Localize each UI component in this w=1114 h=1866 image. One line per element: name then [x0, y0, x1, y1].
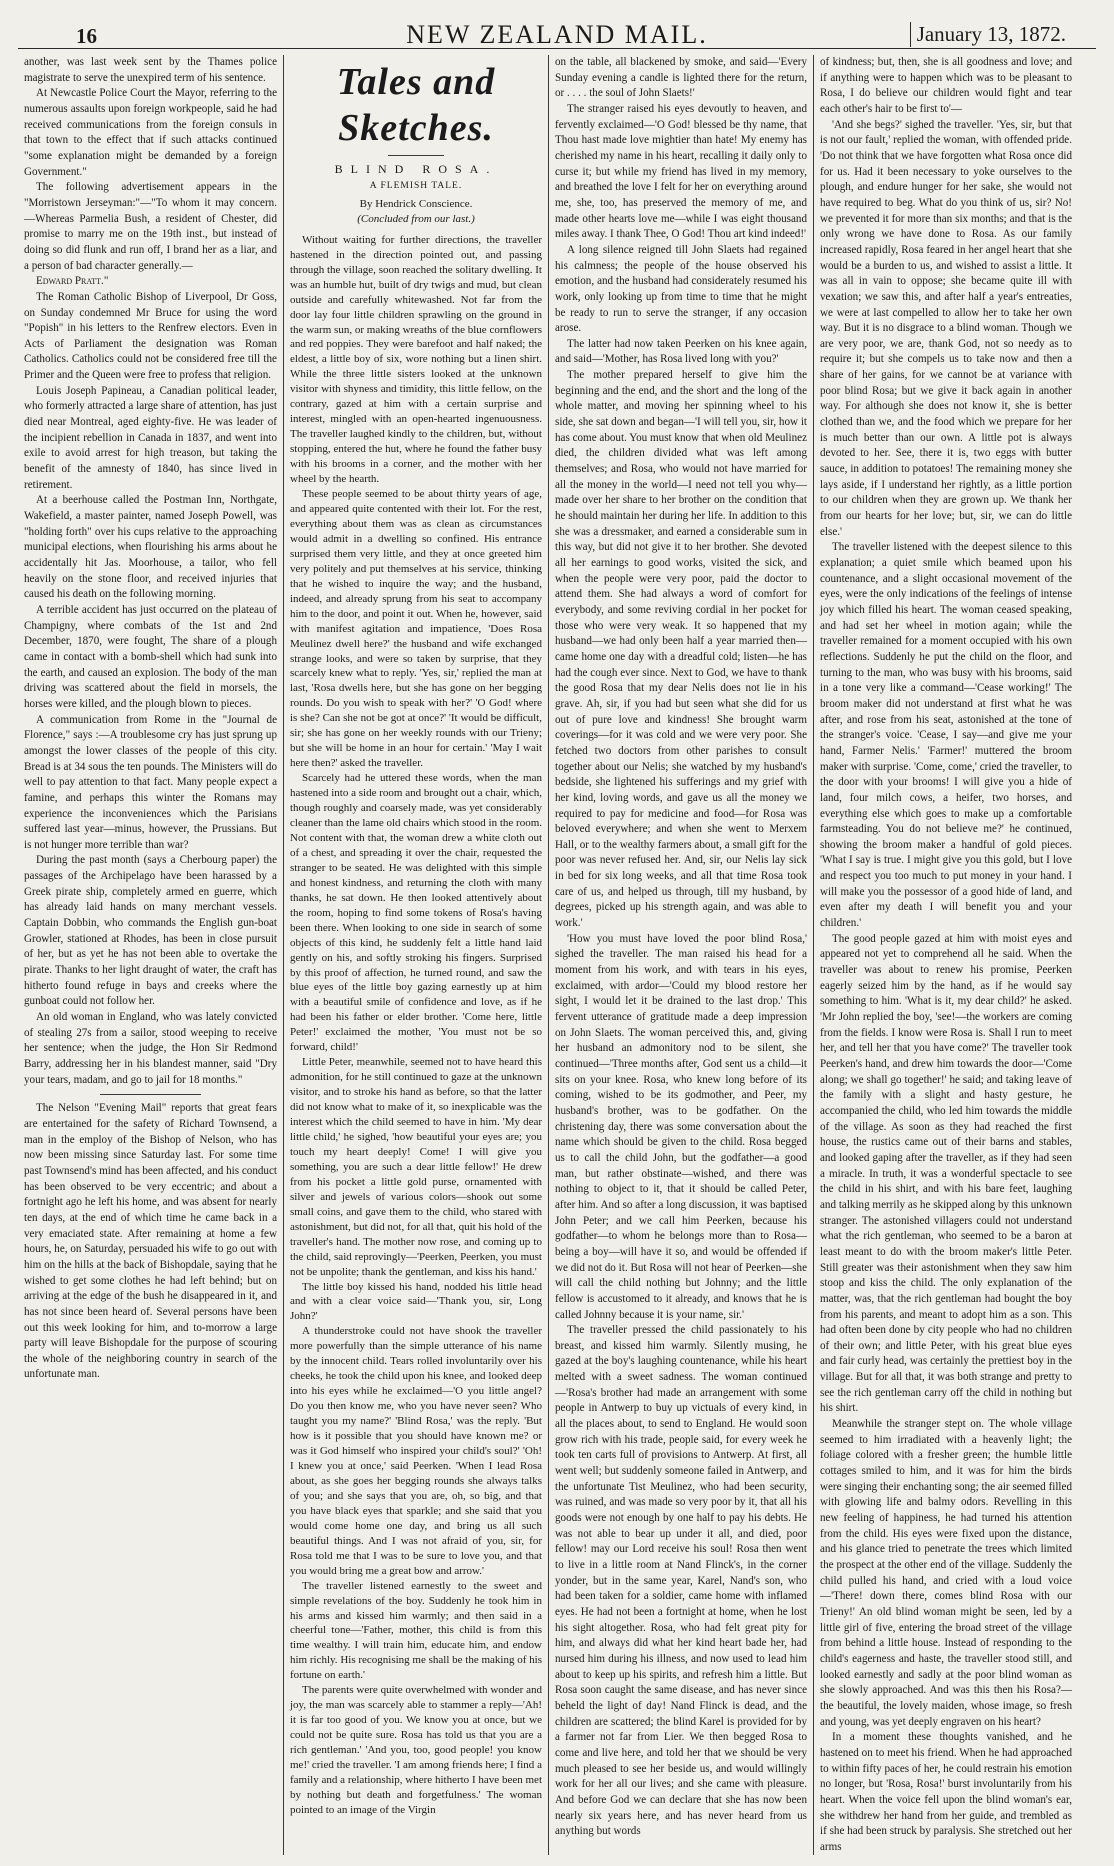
column-4	[813, 55, 1078, 1855]
paragraph: The traveller listened earnestly to the sweet and simple revelations of the boy. Suddenly he took him in his arms and kissed him warmly; and then said in a cheerful tone—'Father, mother, this child is from this time wealthy. I will train him, educate him, and endow him richly. His recognising me shall be the making of his fortune on earth.'	[290, 1579, 542, 1682]
page-number: 16	[76, 24, 97, 48]
paragraph: Little Peter, meanwhile, seemed not to have heard this admonition, for he still continued to gaze at the unknown visitor, and to stroke his hand as before, so that the latter did not know what to make of it, so inexplicable was the interest which the child seemed to have in him. 'My dear little child,' he sighed, 'how beautiful your eyes are; you touch my heart deeply! Come! I will give you something, you are such a dear little fellow!' He drew from his pocket a little gold purse, ornamented with silver and jewels of various colors—shook out some small coins, and gave them to the child, who stared with astonishment, but did not, for all that, quit his hold of the traveller's hand. The mother now rose, and coming up to the child, said reprovingly—'Peerken, Peerken, you must not be unpolite; thank the gentleman, and kiss his hand.'	[290, 1056, 542, 1278]
paragraph: The following advertisement appears in the "Morristown Jerseyman:"—"To whom it may concern.—Whereas Parmelia Bush, a resident of Chester, did promise to marry me on the 19th inst., but instead of doing so did flunk and run off, I brand her as a liar, and a person of bad character generally.—	[24, 181, 277, 272]
paragraph: Louis Joseph Papineau, a Canadian political leader, who formerly attracted a large share of attention, has just died near Montreal, aged eighty-five. He was leader of the incipient rebellion in Canada in 1837, and went into exile to avoid arrest for high treason, but taking the benefit of the amnesty of 1840, has since lived in retirement.	[24, 384, 278, 491]
paragraph: 'And she begs?' sighed the traveller. 'Yes, sir, but that is not our fault,' replied the woman, with offended pride. 'Do not think that we have forgotten what Rosa once did for us. Had it been necessary to yoke ourselves to the plough, and endure hunger for her sake, she would not have required to beg. What do you think of us, sir? No! we prevented it for more than six months; and that is the only wrong we have done to Rosa. As our family increased rapidly, Rosa feared in her angel heart that she would be a burden to us, and wished to assist a little. It was all in vain to oppose; she became quite ill with vexation; we saw this, and after half a year's entreaties, we were at last compelled to allow her to take her own way. But it is no disgrace to a blind woman. Though we are very poor, we are, thank God, not so needy as to require it; but she compels us to take now and then a share of her gains, for we cannot be at variance with poor blind Rosa; but we give it back again in another way. For although she does not know it, she is better clothed than we, and the food which we prepare for her is much better than our own. A little pot is always devoted to her. See, there it is, two eggs with butter sauce, in addition to potatoes! The remaining money she lays aside, if I understand her rightly, as a little portion to our children when they are grown up. We thank her from our hearts for her love; but, sir, we can do little else.'	[820, 118, 1072, 538]
paragraph: Without waiting for further directions, the traveller hastened in the direction pointed out, and passing through the village, soon reached the solitary dwelling. It was an humble hut, built of dry twigs and mud, but clean outside and carefully whitewashed. Not far from the door lay four little children sprawling on the ground in the warm sun, or making wreaths of the blue cornflowers and red poppies. They were barefoot and half naked; the eldest, a little boy of six, wore nothing but a linen shirt. While the three little sisters looked at the unknown visitor with shyness and timidity, this little fellow, on the contrary, gazed at him with a certain surprise and interest, mingled with an open-hearted ingenuousness. The traveller laughed kindly to the children, but, without stopping, entered the hut, where he found the father busy with his brooms in a corner, and the mother with her wheel by the hearth.	[290, 233, 542, 486]
paragraph: Scarcely had he uttered these words, when the man hastened into a side room and brought out a chair, which, though roughly and coarsely made, was yet considerably cleaner than the lame old chairs which stood in the room. Not content with that, the woman drew a white cloth out of a chest, and spreading it over the chair, requested the stranger to be seated. He was delighted with this simple and honest kindness, and returning the cloth with many thanks, he sat down. He then looked attentively about the room, hoping to find some tokens of Rosa's having been there. When looking to one side in search of some objects of this kind, he suddenly felt a little hand laid gently on his, and softly stroking his fingers. Surprised by this proof of affection, he turned round, and saw the blue eyes of the little boy gazing earnestly up at him with a beautiful smile of confidence and love, as if he had been his father or elder brother. 'Come here, little Peter!' exclaimed the mother, 'You must not be so forward, child!'	[290, 772, 543, 1054]
story-subtitle: A FLEMISH TALE.	[369, 180, 463, 191]
paragraph: A thunderstroke could not have shook the traveller more powerfully than the simple utterance of his name by the innocent child. Tears rolled involuntarily over his cheeks, he took the child upon his knee, and looked deep into his eyes while he exclaimed—'O you little angel? Do you then know me, who you have never seen? Who taught you my name?' 'Blind Rosa,' was the reply. 'But how is it possible that you should have known me? or was it God himself who inspired your child's soul?' 'Oh! I knew you at once,' said Peerken. 'When I lead Rosa about, as she goes her begging rounds she always talks of you; and she says that you are, oh, so big, and that you have black eyes that sparkle; and she said that you would come home one day, and bring us all such beautiful things. And I was not afraid of you, sir, for Rosa told me that I was to be sure to love you, and that you would bring me a great bow and arrow.'	[290, 1325, 542, 1577]
paragraph: another, was last week sent by the Thames police magistrate to serve the unexpired term of his sentence.	[24, 56, 277, 84]
paragraph: The traveller pressed the child passionately to his breast, and kissed him warmly. Silently musing, he gazed at the boy's laughing countenance, while his heart melted with a sweet sadness. The woman continued—'Rosa's brother had made an arrangement with some people in Antwerp to buy up victuals of every kind, in all the places about, to send to England. He would soon grow rich with his trade, people said, for every week he took ten carts full of provisions to Antwerp. At first, all went well; but suddenly someone failed in Antwerp, and the unfortunate Tist Meulinez, who had been security, was ruined, and was made so very poor by it, that all his goods were not enough by one half to pay his debts. He was not able to bear up under it all, and died, poor fellow! may our Lord receive his soul! Rosa then went to live in a little room at Nand Flinck's, in the corner yonder, but in the same year, Karel, Nand's son, who had been taken for a soldier, came home with inflamed eyes. He had not been a fortnight at home, when he lost his sight altogether. Rosa, who had felt great pity for him, and always did what her kind heart bade her, had nursed him during his illness, and now used to lead him about to keep up his spirits, and refresh him a little. But Rosa soon caught the same disease, and has never since beheld the light of day! Nand Flinck is dead, and the children are scattered; the blind Karel is provided for by a farmer not far from Lier. We then begged Rosa to come and live here, and told her that we should be very much pleased to see her beside us, and would willingly work for her all our lives; and she came with pleasure. And before God we can declare that she has now been nearly six years here, and has never heard from us anything but words	[555, 1324, 807, 1838]
paragraph: The Nelson "Evening Mail" reports that great fears are entertained for the safety of Richard Townsend, a man in the employ of the Bishop of Nelson, who has now been missing since Saturday last. For some time past Townsend's mind has been affected, and his conduct has been observed to be very eccentric; and about a fortnight ago he left his home, and was absent for nearly ten days, at the end of which time he came back in a very emaciated state. After remaining at home a few hours, he, on Saturday, persuaded his wife to go out with him on the hills at the back of Bishopdale, saying that he wished to get some clothes he had left behind; but on arriving at the edge of the bush he disappeared in it, and has not since been heard of. Several persons have been out this week looking for him, and to-morrow a large party will leave Bishopdale for the purpose of scouring the whole of the neighboring country in search of the unfortunate man.	[24, 1102, 277, 1381]
issue-date: January 13, 1872.	[910, 22, 1066, 47]
paragraph: The mother prepared herself to give him the beginning and the end, and the short and the long of the whole matter, and moving her spinning wheel to his side, she sat down and began—'I will tell you, sir, how it has come about. You must know that when old Meulinez died, the children divided what was left among themselves; and Rosa, who would not have married for all the money in the world—I need not tell you why—made over her share to her brother on the condition that he should maintain her during her life. In addition to this she was a dressmaker, and earned a considerable sum in this way, but did not give it to her brother. She devoted all her earnings to good works, visited the sick, and when the people were very poor, paid the doctor to attend them. She had always a word of comfort for everybody, and some reviving cordial in her pocket for those who were very weak. It so happened that my husband—we had only been half a year married then—came home one day with a dreadful cold; listen—he has had the cough ever since. Next to God, we have to thank the good Rosa that my dear Nelis does not lie in his grave. Ah, sir, if you had but seen what she did for us out of pure love and kindness! She brought warm coverings—for it was cold and we were very poor. She fetched two doctors from other parishes to consult together about our Nelis; she watched by my husband's bedside, she lightened his sufferings and my grief with her kind, loving words, and gave us all the money we required to pay for medicine and food—for Rosa was beloved everywhere; and when she went to Merxem Hall, or to the wealthy farmers about, a small gift for the poor was never refused her. And, sir, our Nelis lay sick in bed for six long weeks, and all that time Rosa took care of us, and helped us through, till my husband, by degrees, picked up his strength again, and was able to work.'	[555, 369, 807, 930]
paper-title: NEW ZEALAND MAIL.	[406, 20, 708, 49]
masthead	[18, 14, 1096, 49]
paragraph: A communication from Rome in the "Journal de Florence," says :—A troublesome cry has just sprung up amongst the lower classes of the people of this city. Bread is at 34 sous the ten pounds. The Ministers will do well to pay attention to that fact. Many people expect a famine, and perhaps this winter the Romans may experience the inconveniences which the Parisians suffered last year—minus, however, the Prussians. But is not hunger more terrible than war?	[24, 713, 277, 851]
paragraph: The parents were quite overwhelmed with wonder and joy, the man was scarcely able to stammer a reply—'Ah! it is far too good of you. We know you at once, but we could not be quite sure. Rosa has told us that you are a rich gentleman.' 'And you, too, good people! you know me!' cried the traveller. 'I am among friends here; I find a family and a relationship, where hitherto I have been met by nothing but death and forgetfulness.' The woman pointed to an image of the Virgin	[290, 1684, 542, 1816]
paragraph: 'How you must have loved the poor blind Rosa,' sighed the traveller. The man raised his head for a moment from his work, and with tears in his eyes, exclaimed, with ardor—'Could my blood restore her sight, I would let it be drained to the last drop.' This fervent utterance of gratitude made a deep impression on John Slaets. The woman perceived this, and, giving her husband an admonitory nod to be silent, she continued—'Three months after, God sent us a child—it sits on your knee. Rosa, who knew long before of its coming, wished to be its godmother, and Peer, my husband's brother, was to be godfather. On the christening day, there was some conversation about the name which should be given to the child. Rosa begged us to call the child John, but the godfather—a good man, but rather obstinate—wished, and there was nothing to object to it, that it should be called Peter, after him. And so after a long discussion, it was baptised John Peter; and we call him Peerken, because his godfather—to whom he belongs more than to Rosa—being a boy—will have it so, and would be offended if we did not do it. But Rosa will not hear of Peerken—she will call the child nothing but Johnny; and the little fellow is accustomed to it already, and knows that he is called Johnny because it is your name, sir.'	[555, 932, 807, 1321]
section-heading: Tales and Sketches.	[336, 61, 496, 149]
paragraph: In a moment these thoughts vanished, and he hastened on to meet his friend. When he had approached to within fifty paces of her, he could restrain his emotion no longer, but 'Rosa, Rosa!' burst involuntarily from his heart. When the voice fell upon the blind woman's ear, she withdrew her hand from her guide, and trembled as if she had been struck by paralysis. She stretched out her arms	[820, 1731, 1072, 1853]
columns	[18, 55, 1096, 1855]
paragraph: The traveller listened with the deepest silence to this explanation; a quiet smile which beamed upon his countenance, and a slight occasional movement of the eyes, were the only indications of the feelings of intense joy which filled his heart. The woman ceased speaking, and had set her wheel in motion again; while the traveller remained for a moment occupied with his own reflections. Suddenly he put the child on the floor, and turning to the man, who was busy with his brooms, said in a tone very like a command—'Cease working!' The broom maker did not understand at first what he was after, and rose from his seat, astonished at the tone of the stranger's voice. 'Cease, I say—and give me your hand, Farmer Nelis.' 'Farmer!' muttered the broom maker with surprise. 'Come, come,' cried the traveller, to the door with your brooms! I will give you a hide of land, four milch cows, a heifer, two horses, and everything else which goes to make up a comfortable farmsteading. You do not believe me?' he continued, showing the broom maker a handful of gold pieces. 'What I say is true. I might give you this gold, but I love and respect you too much to put money in your hand. I will make you the possessor of a good hide of land, and even after my death I will benefit you and your children.'	[820, 541, 1072, 930]
column-2	[283, 55, 548, 1855]
paragraph: At Newcastle Police Court the Mayor, referring to the numerous assaults upon foreign workpeople, said he had received communications from the foreign consuls in that town to the effect that if such attacks continued "some explanation might be demanded by a foreign Government."	[24, 87, 277, 178]
paragraph: At a beerhouse called the Postman Inn, Northgate, Wakefield, a master painter, named Joseph Powell, was "holding forth" over his cups relative to the approaching municipal elections, when flourishing his arms about he accidentally hit Jas. Moorhouse, a tailor, who fell heavily on the stone floor, and received injuries that caused his death on the following morning.	[24, 494, 277, 601]
paragraph: Meanwhile the stranger stept on. The whole village seemed to him irradiated with a heavenly light; the foliage colored with a fresher green; the humble little cottages smiled to him, and it was for him the birds were singing their enchanting song; the air seemed filled with glowing life and balmy odors. Revelling in this new feeling of happiness, he had turned his attention from the child. His eyes were fixed upon the distance, and his glance tried to penetrate the trees which limited the prospect at the other end of the village. Suddenly the child pulled his hand, and cried with a loud voice—'There! down there, comes blind Rosa with our Trieny!' An old blind woman might be seen, led by a little girl of five, entering the broad street of the village from behind a little house. Instead of responding to the child's eagerness and haste, the traveller stood still, and looked earnestly and sadly at the poor blind woman as she slowly approached. And was this then his Rosa?—the beautiful, the lovely maiden, whose image, so fresh and young, was yet deeply engraven on his heart?	[820, 1418, 1072, 1728]
paragraph: These people seemed to be about thirty years of age, and appeared quite contented with their lot. For the rest, everything about them was as clean as circumstances would admit in a dwelling so confined. His entrance surprised them very little, and they at once greeted him very politely and put themselves at his service, thinking that he wished to inquire the way; and the husband, indeed, and already sprung from his seat to accompany him to the door, and point it out. When he, however, said with manifest agitation and impatience, 'Does Rosa Meulinez dwell here?' the husband and wife exchanged strange looks, and were so taken by surprise, that they scarcely knew what to reply. 'Yes, sir,' replied the man at last, 'Rosa dwells here, but she has gone on her begging rounds. Do you wish to speak with her?' 'O God! where is she? Can she not be got at once?' 'It would be difficult, sir; she has gone on her weekly rounds with our Trieny; but she will be home in an hour for certain.' 'May I wait here then?' asked the traveller.	[290, 488, 542, 770]
story-byline: By Hendrick Conscience.	[359, 197, 473, 210]
story-note: (Concluded from our last.)	[357, 212, 475, 225]
paragraph: The latter had now taken Peerken on his knee again, and said—'Mother, has Rosa lived long with you?'	[555, 337, 807, 366]
divider	[388, 155, 443, 156]
paragraph: During the past month (says a Cherbourg paper) the passages of the Archipelago have been harassed by a Greek pirate ship, completely armed en guerre, which has already laid hands on many merchant vessels. Captain Dobbin, who commands the English gun-boat Growler, stationed at Rhodes, has been in close pursuit of her, but as yet he has not been able to overtake the pirate. Thanks to her light draught of water, the craft has hitherto found refuge in bays and creeks where the gunboat could not follow her.	[24, 854, 277, 1008]
paragraph: A long silence reigned till John Slaets had regained his calmness; the people of the house observed his emotion, and the husband had considerately resumed his work, only looking up from time to time that he might be ready to run to serve the stranger, if any occasion arose.	[555, 243, 807, 335]
paragraph: The good people gazed at him with moist eyes and appeared not yet to comprehend all he said. When the traveller was about to renew his promise, Peerken eagerly seized him by the hand, as if he would say something to him. 'What is it, my dear child?' he asked. 'Mr John replied the boy, 'see!—the workers are coming from the fields. I know were Rosa is. Shall I run to meet her, and tell her that you have come?' The traveller took Peerken's hand, and drew him towards the door—'Come along; we shall go together!' he said; and taking leave of the family with a slight and hasty gesture, he accompanied the child, who led him towards the middle of the village. As soon as they had reached the first house, the rustics came out of their barns and stables, and looked gaping after the traveller, as if they had seen a miracle. In truth, it was a wonderful spectacle to see the child in his shirt, and with his bare feet, laughing and talking merrily as he skipped along by this unknown stranger. The astonished villagers could not understand what the rich gentleman, who seemed to be a baron at least meant to do with the broom maker's little Peter. Still greater was their astonishment when they saw him stoop and kiss the child. The only explanation of the matter, was, that the rich gentleman had bought the boy from his parents, and meant to adopt him as a son. This had often been done by city people who had no children of their own; and little Peter, with his great blue eyes and fair curly head, was certainly the prettiest boy in the village. But for all that, it was both strange and pretty to see the rich gentleman carry off the child in nothing but his shirt.	[820, 932, 1072, 1415]
paragraph: A terrible accident has just occurred on the plateau of Champigny, where combats of the 1st and 2nd December, 1870, were fought, The share of a plough came in contact with a bomb-shell which had sunk into the earth, and caused an explosion. The body of the man driving was scattered about the field in morsels, the horses were killed, and the plough blown to pieces.	[24, 603, 277, 710]
column-1	[18, 55, 283, 1855]
story-title: BLIND ROSA.	[334, 162, 498, 176]
paragraph: on the table, all blackened by smoke, and said—'Every Sunday evening a candle is lighted there for the return, or . . . . the soul of John Slaets!'	[555, 56, 807, 100]
paragraph: of kindness; but, then, she is all goodness and love; and if anything were to happen which was to be pleasant to Rosa, I do believe our children would fight and tear each other's hair to be first to'—	[820, 56, 1072, 115]
advertisement-signature: Edward Pratt."	[36, 275, 109, 288]
divider	[100, 1094, 201, 1095]
paragraph: The little boy kissed his hand, nodded his little head and with a clear voice said—'Thank you, sir, Long John?'	[290, 1280, 542, 1323]
paragraph: An old woman in England, who was lately convicted of stealing 27s from a sailor, stood weeping to receive her sentence; when the judge, the Hon Sir Redmond Barry, addressing her in his blandest manner, said "Dry your tears, madam, and go to jail for 18 months."	[24, 1011, 277, 1086]
paragraph: The Roman Catholic Bishop of Liverpool, Dr Goss, on Sunday condemned Mr Bruce for using the word "Popish" in his letters to the Renfrew electors. Even in Acts of Parliament the designation was Roman Catholics. Catholics could not be considered free till the Primer and the Queen were free to profess that religion.	[24, 290, 277, 382]
column-3	[548, 55, 813, 1855]
paragraph: The stranger raised his eyes devoutly to heaven, and fervently exclaimed—'O God! blessed be thy name, that Thou hast made love mightier than hate! My enemy has cherished my name in his heart, recalling it daily only to curse it; but while my friend has lived in my memory, and breathed the love I felt for her on everything around me, she, too, has preserved the memory of me, and made other hearts love me—while I was eight thousand miles away. I thank Thee, O God! Thou art kind indeed!'	[555, 102, 807, 241]
